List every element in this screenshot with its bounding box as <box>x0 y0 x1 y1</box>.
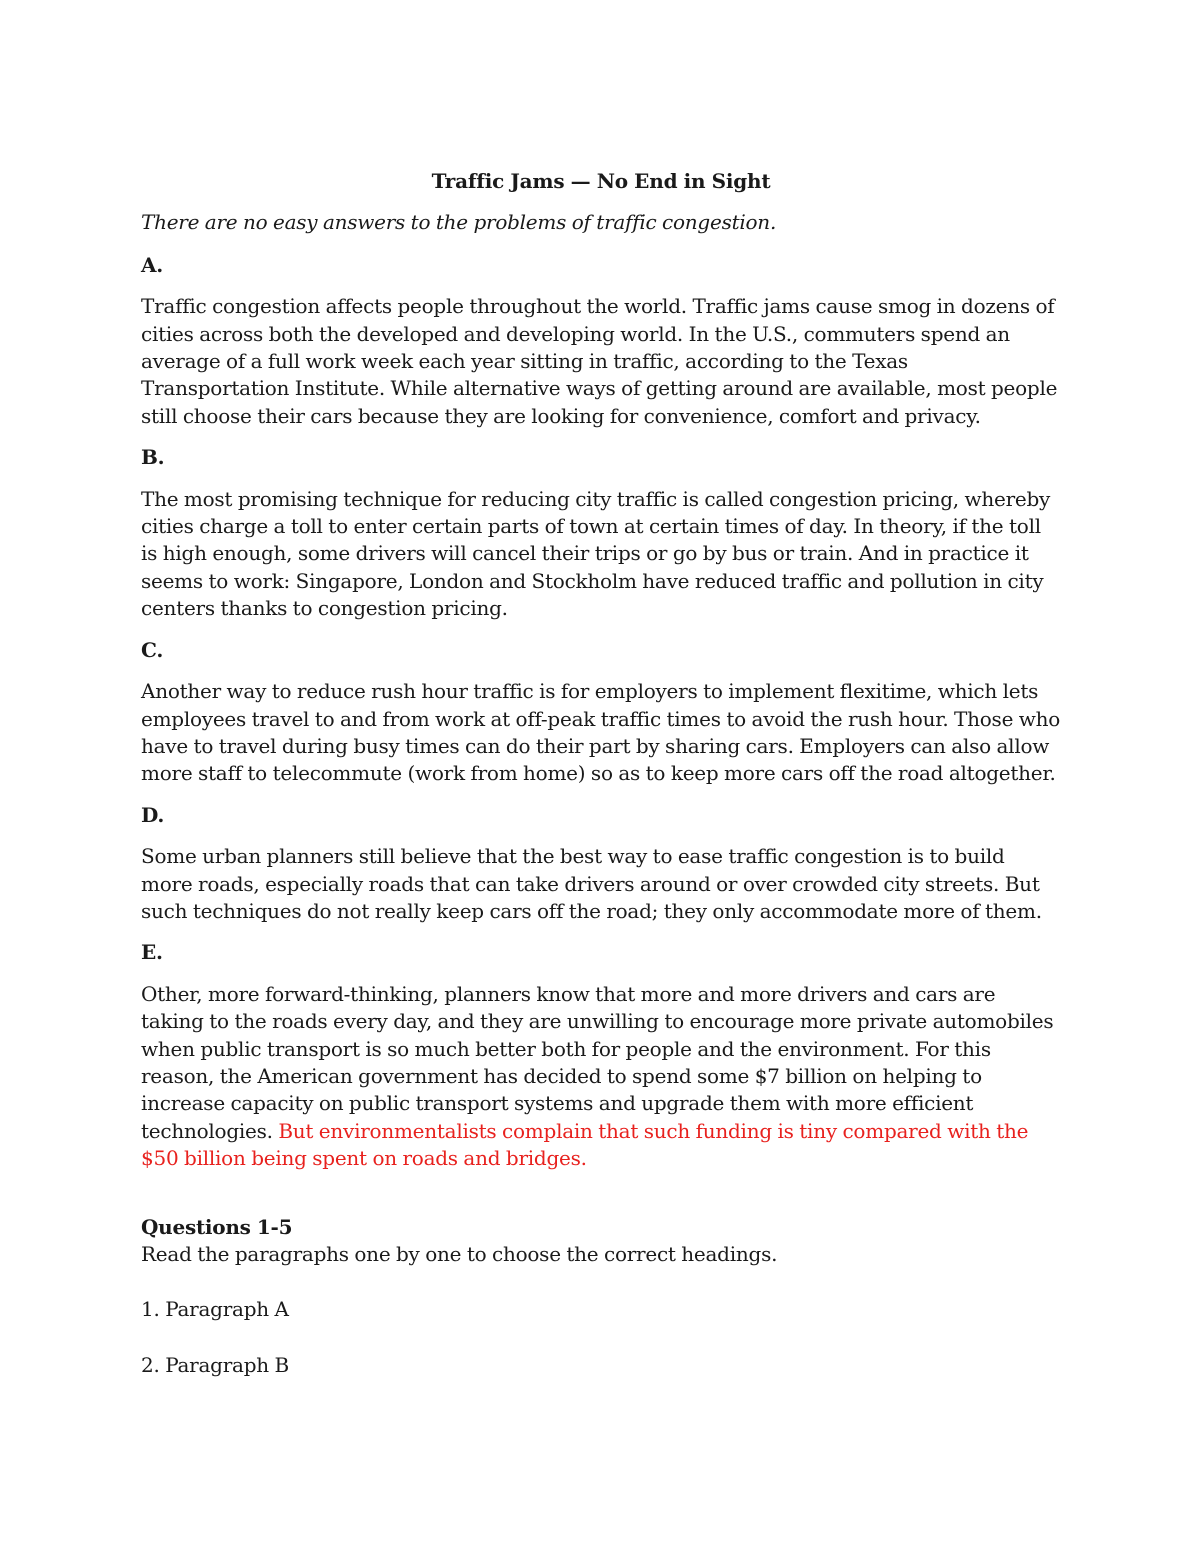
question-item-2: 2. Paragraph B <box>141 1352 289 1377</box>
questions-heading: Questions 1-5 <box>141 1214 293 1239</box>
document-page <box>141 168 1061 1407</box>
paragraph-label-c: C. <box>141 637 164 662</box>
document-subtitle: There are no easy answers to the problems of traffic congestion. <box>141 210 777 235</box>
paragraph-text-a: Traffic congestion affects people throughout the world. Traffic jams cause smog in dozens of cities across both the developed and developing world. In the U.S., commuters spend an average of a full work week each year sitting in traffic, according to the Texas Transportation Institute. While alternative ways of getting around are available, most people still choose their cars because they are looking for convenience, comfort and privacy. <box>141 294 1058 428</box>
paragraph-text-e-main: Other, more forward-thinking, planners know that more and more drivers and cars are taking to the roads every day, and they are unwilling to encourage more private automobiles when public transport is so much better both for people and the environment. For this reason, the American government has decided to spend some $7 billion on helping to increase capacity on public transport systems and upgrade them with more efficient technologies. <box>141 981 1054 1143</box>
paragraph-label-b: B. <box>141 445 165 470</box>
paragraph-text-d: Some urban planners still believe that the best way to ease traffic congestion is to build more roads, especially roads that can take drivers around or over crowded city streets. But such techniques do not really keep cars off the road; they only accommodate more of them. <box>141 844 1042 923</box>
paragraph-text-b: The most promising technique for reducing city traffic is called congestion pricing, whereby cities charge a toll to enter certain parts of town at certain times of day. In theory, if the toll is high enough, some drivers will cancel their trips or go by bus or train. And in practice it seems to work: Singapore, London and Stockholm have reduced traffic and pollution in city centers thanks to congestion pricing. <box>141 486 1051 621</box>
paragraph-text-e <box>141 981 1061 1173</box>
paragraph-text-c: Another way to reduce rush hour traffic is for employers to implement flexitime, which lets employees travel to and from work at off-peak traffic times to avoid the rush hour. Those who have to travel during busy times can do their part by sharing cars. Employers can also allow more staff to telecommute (work from home) so as to keep more cars off the road altogether. <box>141 679 1061 786</box>
questions-section <box>141 1214 1061 1380</box>
paragraph-label-a: A. <box>141 252 163 277</box>
paragraph-label-e: E. <box>141 940 163 965</box>
highlighted-text: But environmentalists complain that such funding is tiny compared with the $50 billion being spent on roads and bridges. <box>141 1118 1029 1171</box>
paragraph-label-d: D. <box>141 802 165 827</box>
document-title: Traffic Jams — No End in Sight <box>431 169 771 193</box>
questions-instruction: Read the paragraphs one by one to choose the correct headings. <box>141 1242 778 1266</box>
question-item-1: 1. Paragraph A <box>141 1297 289 1322</box>
